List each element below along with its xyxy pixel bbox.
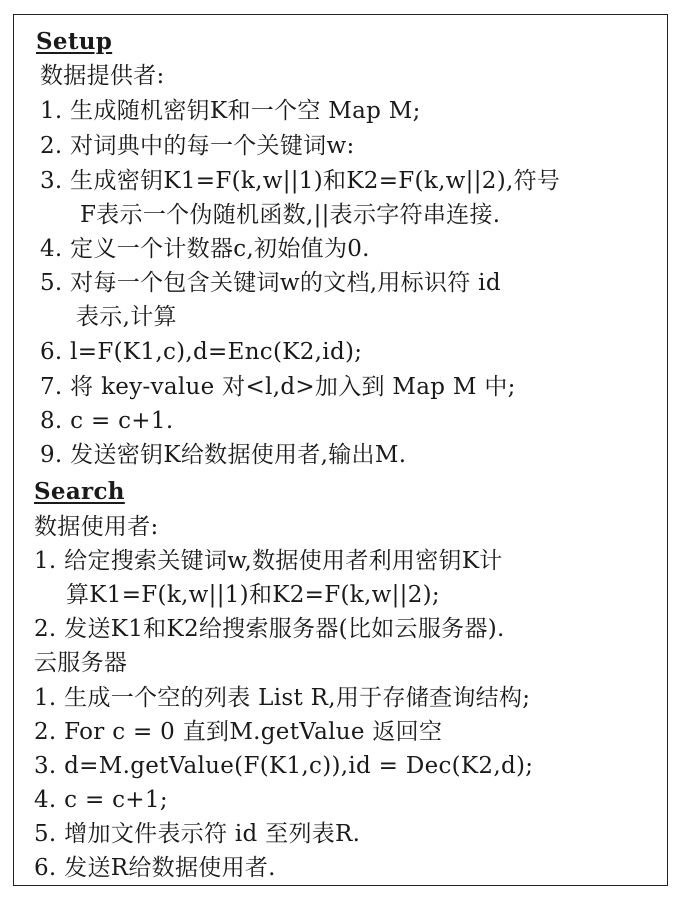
setup-step-1: 1. 生成随机密钥K和一个空 Map M; (40, 98, 421, 124)
search-actor: 数据使用者: (34, 514, 159, 540)
search-step-2: 2. 发送K1和K2给搜索服务器(比如云服务器). (34, 616, 505, 642)
server-step-1: 1. 生成一个空的列表 List R,用于存储查询结构; (34, 685, 531, 711)
server-step-2: 2. For c = 0 直到M.getValue 返回空 (34, 719, 443, 745)
setup-actor: 数据提供者: (40, 63, 165, 89)
setup-step-4: 4. 定义一个计数器c,初始值为0. (40, 236, 370, 262)
search-step-1: 1. 给定搜索关键词w,数据使用者利用密钥K计 (34, 548, 503, 574)
setup-step-5: 5. 对每一个包含关键词w的文档,用标识符 id (40, 270, 501, 296)
cloud-server-label: 云服务器 (34, 650, 128, 676)
setup-step-2: 2. 对词典中的每一个关键词w: (40, 133, 355, 159)
setup-step-5-cont: 表示,计算 (76, 304, 177, 330)
server-step-6: 6. 发送R给数据使用者. (34, 855, 276, 881)
setup-step-6: 6. l=F(K1,c),d=Enc(K2,id); (40, 339, 363, 365)
setup-heading: Setup (36, 28, 113, 55)
setup-step-3-cont: F表示一个伪随机函数,||表示字符串连接. (80, 202, 501, 228)
server-step-3: 3. d=M.getValue(F(K1,c)),id = Dec(K2,d); (34, 753, 534, 779)
server-step-5: 5. 增加文件表示符 id 至列表R. (34, 821, 361, 847)
setup-step-3: 3. 生成密钥K1=F(k,w||1)和K2=F(k,w||2),符号 (40, 168, 561, 194)
server-step-4: 4. c = c+1; (34, 787, 168, 813)
algorithm-box (13, 14, 668, 886)
search-heading: Search (34, 478, 125, 505)
search-step-1-cont: 算K1=F(k,w||1)和K2=F(k,w||2); (66, 582, 440, 608)
setup-step-7: 7. 将 key-value 对<l,d>加入到 Map M 中; (40, 374, 516, 400)
setup-step-8: 8. c = c+1. (40, 408, 174, 434)
setup-step-9: 9. 发送密钥K给数据使用者,输出M. (40, 442, 407, 468)
